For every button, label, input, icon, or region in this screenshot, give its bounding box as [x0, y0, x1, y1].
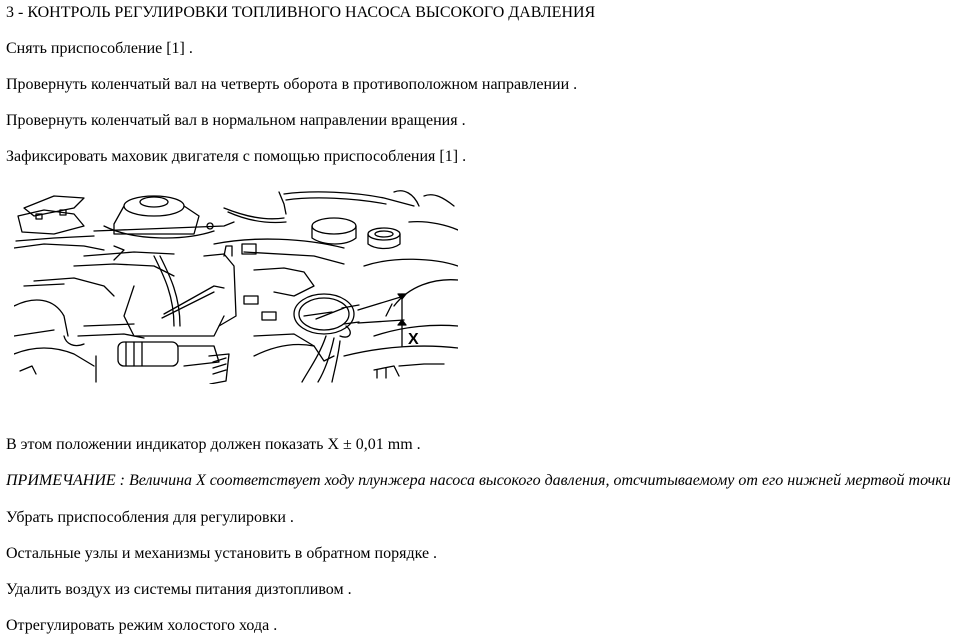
section-title: 3 - КОНТРОЛЬ РЕГУЛИРОВКИ ТОПЛИВНОГО НАСОСА ВЫСОКОГО ДАВЛЕНИЯ [6, 4, 596, 21]
indicator-reading-text: В этом положении индикатор должен показать X ± 0,01 mm . [6, 436, 421, 453]
step-bleed-fuel-system: Удалить воздух из системы питания дизтопливом . [6, 581, 352, 598]
step-adjust-idle: Отрегулировать режим холостого хода . [6, 617, 278, 634]
note-text: ПРИМЕЧАНИЕ : Величина X соответствует ходу плунжера насоса высокого давления, отсчитываемому от его нижней мертвой точки [6, 472, 951, 489]
step-remove-tool: Снять приспособление [1] . [6, 40, 193, 57]
dimension-label-x: X [408, 331, 419, 348]
step-rotate-crankshaft-reverse: Провернуть коленчатый вал на четверть оборота в противоположном направлении . [6, 76, 578, 93]
fuel-pump-diagram [14, 186, 458, 384]
step-remove-adjustment-tools: Убрать приспособления для регулировки . [6, 509, 294, 526]
step-rotate-crankshaft-normal: Провернуть коленчатый вал в нормальном направлении вращения . [6, 112, 466, 129]
step-lock-flywheel: Зафиксировать маховик двигателя с помощью приспособления [1] . [6, 148, 467, 165]
step-reinstall-components: Остальные узлы и механизмы установить в обратном порядке . [6, 545, 438, 562]
